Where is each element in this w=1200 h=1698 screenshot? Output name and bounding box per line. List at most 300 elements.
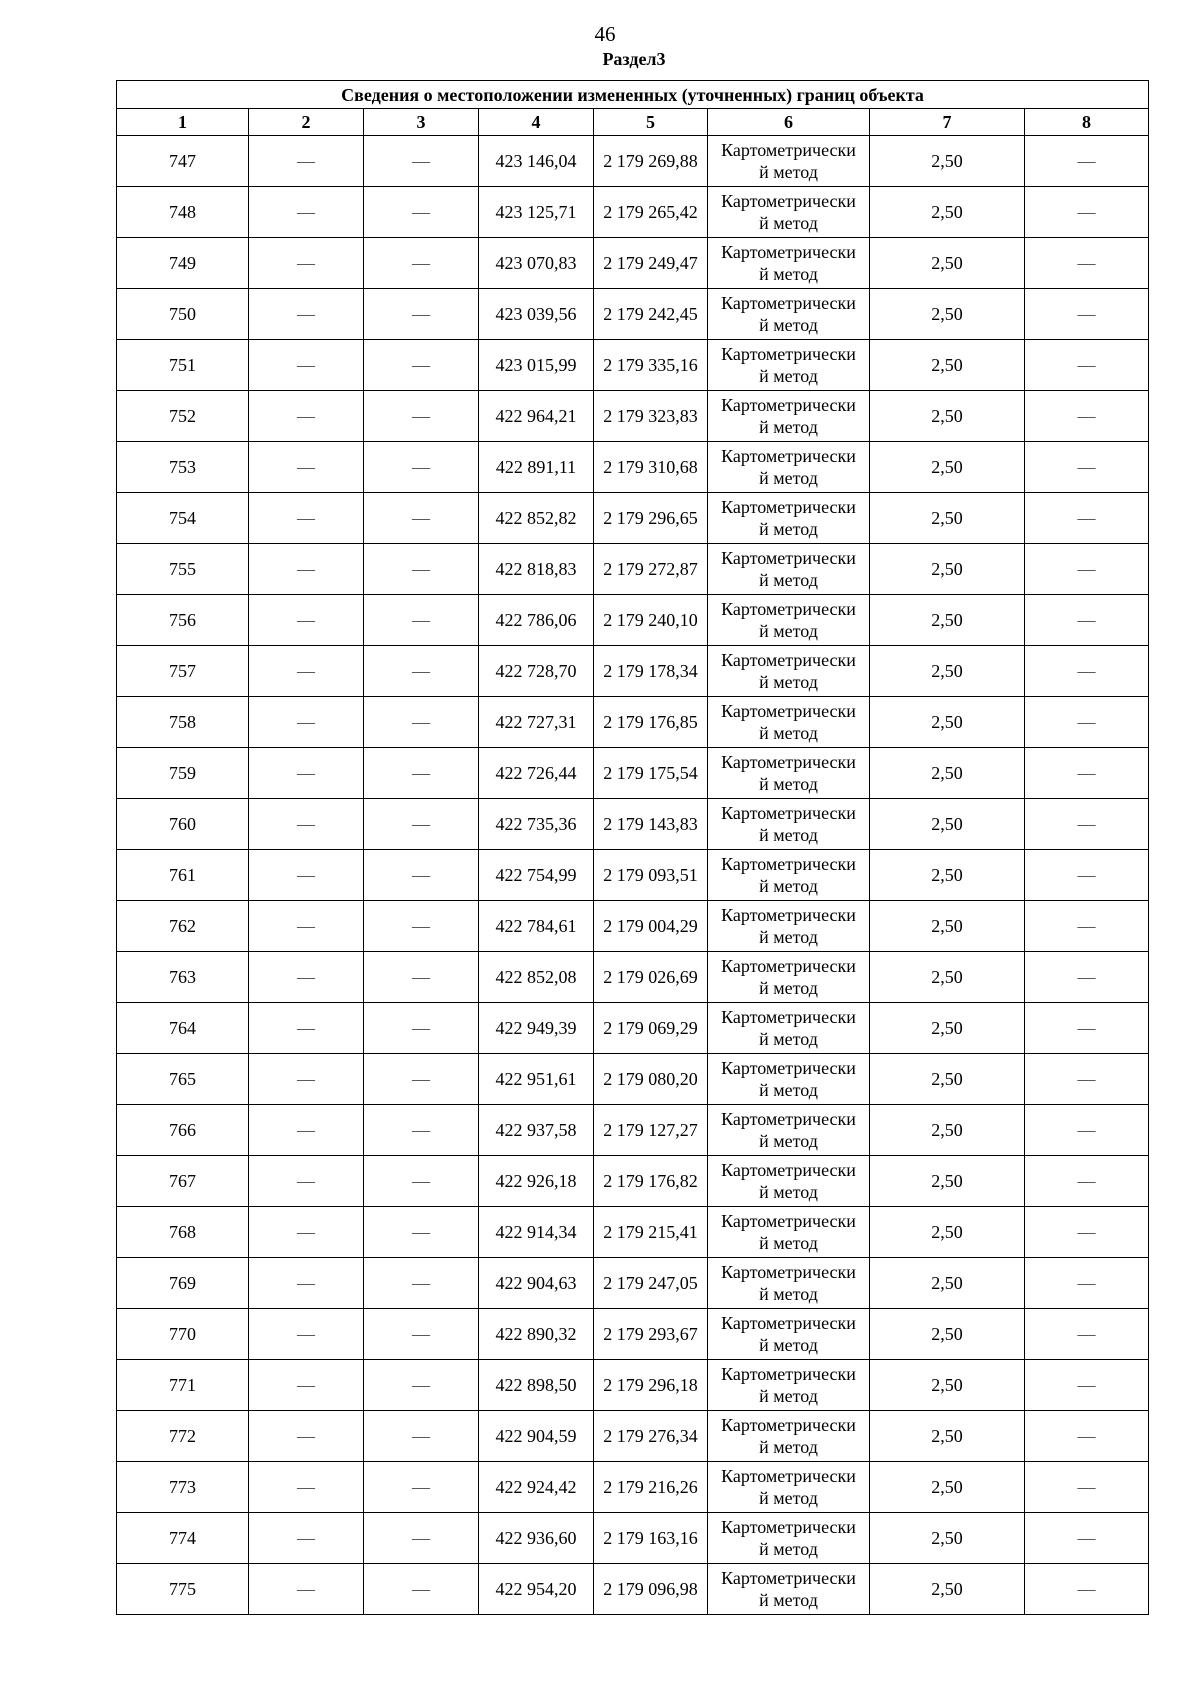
col3-value: — bbox=[364, 646, 479, 697]
precision: 2,50 bbox=[870, 646, 1025, 697]
col8-value: — bbox=[1025, 850, 1149, 901]
point-number: 762 bbox=[117, 901, 249, 952]
col8-value: — bbox=[1025, 1309, 1149, 1360]
method-line-2: й метод bbox=[759, 417, 818, 437]
method-line-1: Картометрически bbox=[721, 1160, 856, 1180]
coord-y: 2 179 276,34 bbox=[594, 1411, 708, 1462]
point-number: 765 bbox=[117, 1054, 249, 1105]
col3-value: — bbox=[364, 442, 479, 493]
method-cell bbox=[708, 187, 870, 238]
precision: 2,50 bbox=[870, 697, 1025, 748]
col8-value: — bbox=[1025, 697, 1149, 748]
col3-value: — bbox=[364, 901, 479, 952]
col2-value: — bbox=[249, 340, 364, 391]
coord-y: 2 179 335,16 bbox=[594, 340, 708, 391]
col3-value: — bbox=[364, 1258, 479, 1309]
precision: 2,50 bbox=[870, 1360, 1025, 1411]
col8-value: — bbox=[1025, 289, 1149, 340]
page-number: 46 bbox=[594, 22, 616, 46]
method-line-2: й метод bbox=[759, 1335, 818, 1355]
method-line-1: Картометрически bbox=[721, 599, 856, 619]
coord-y: 2 179 216,26 bbox=[594, 1462, 708, 1513]
point-number: 769 bbox=[117, 1258, 249, 1309]
precision: 2,50 bbox=[870, 340, 1025, 391]
col3-value: — bbox=[364, 136, 479, 187]
method-line-2: й метод bbox=[759, 1386, 818, 1406]
col2-value: — bbox=[249, 850, 364, 901]
coord-y: 2 179 176,82 bbox=[594, 1156, 708, 1207]
column-number-row bbox=[117, 109, 1149, 136]
precision: 2,50 bbox=[870, 799, 1025, 850]
coord-y: 2 179 093,51 bbox=[594, 850, 708, 901]
col3-value: — bbox=[364, 340, 479, 391]
coord-y: 2 179 178,34 bbox=[594, 646, 708, 697]
point-number: 767 bbox=[117, 1156, 249, 1207]
coord-y: 2 179 323,83 bbox=[594, 391, 708, 442]
coord-y: 2 179 127,27 bbox=[594, 1105, 708, 1156]
col2-value: — bbox=[249, 1513, 364, 1564]
col3-value: — bbox=[364, 1360, 479, 1411]
point-number: 763 bbox=[117, 952, 249, 1003]
coord-x: 422 735,36 bbox=[479, 799, 594, 850]
table-body bbox=[117, 136, 1149, 1615]
precision: 2,50 bbox=[870, 1309, 1025, 1360]
col8-value: — bbox=[1025, 391, 1149, 442]
col2-value: — bbox=[249, 1207, 364, 1258]
method-cell bbox=[708, 340, 870, 391]
point-number: 753 bbox=[117, 442, 249, 493]
col2-value: — bbox=[249, 1360, 364, 1411]
point-number: 757 bbox=[117, 646, 249, 697]
precision: 2,50 bbox=[870, 136, 1025, 187]
coord-y: 2 179 176,85 bbox=[594, 697, 708, 748]
method-cell bbox=[708, 1360, 870, 1411]
point-number: 766 bbox=[117, 1105, 249, 1156]
col8-value: — bbox=[1025, 493, 1149, 544]
col3-value: — bbox=[364, 187, 479, 238]
coord-x: 422 786,06 bbox=[479, 595, 594, 646]
method-line-1: Картометрически bbox=[721, 701, 856, 721]
method-line-1: Картометрически bbox=[721, 1211, 856, 1231]
col2-value: — bbox=[249, 136, 364, 187]
table-row bbox=[117, 238, 1149, 289]
table-row bbox=[117, 1054, 1149, 1105]
coord-x: 422 964,21 bbox=[479, 391, 594, 442]
method-line-2: й метод bbox=[759, 1233, 818, 1253]
coord-x: 422 727,31 bbox=[479, 697, 594, 748]
method-line-1: Картометрически bbox=[721, 1415, 856, 1435]
method-cell bbox=[708, 646, 870, 697]
method-line-1: Картометрически bbox=[721, 1109, 856, 1129]
col3-value: — bbox=[364, 1513, 479, 1564]
point-number: 751 bbox=[117, 340, 249, 391]
point-number: 759 bbox=[117, 748, 249, 799]
precision: 2,50 bbox=[870, 748, 1025, 799]
column-number-7: 7 bbox=[870, 109, 1025, 136]
method-cell bbox=[708, 901, 870, 952]
boundary-table bbox=[116, 80, 1149, 1615]
method-line-2: й метод bbox=[759, 315, 818, 335]
method-line-2: й метод bbox=[759, 825, 818, 845]
method-cell bbox=[708, 952, 870, 1003]
col2-value: — bbox=[249, 1309, 364, 1360]
coord-x: 422 914,34 bbox=[479, 1207, 594, 1258]
method-cell bbox=[708, 493, 870, 544]
table-row bbox=[117, 1258, 1149, 1309]
col3-value: — bbox=[364, 850, 479, 901]
col3-value: — bbox=[364, 1411, 479, 1462]
method-cell bbox=[708, 544, 870, 595]
method-line-2: й метод bbox=[759, 1029, 818, 1049]
point-number: 768 bbox=[117, 1207, 249, 1258]
coord-y: 2 179 242,45 bbox=[594, 289, 708, 340]
method-line-2: й метод bbox=[759, 927, 818, 947]
coord-y: 2 179 175,54 bbox=[594, 748, 708, 799]
column-number-6: 6 bbox=[708, 109, 870, 136]
col8-value: — bbox=[1025, 748, 1149, 799]
col2-value: — bbox=[249, 1156, 364, 1207]
method-line-2: й метод bbox=[759, 162, 818, 182]
col3-value: — bbox=[364, 238, 479, 289]
col3-value: — bbox=[364, 1309, 479, 1360]
method-line-1: Картометрически bbox=[721, 140, 856, 160]
table-row bbox=[117, 340, 1149, 391]
precision: 2,50 bbox=[870, 544, 1025, 595]
coord-y: 2 179 215,41 bbox=[594, 1207, 708, 1258]
precision: 2,50 bbox=[870, 1411, 1025, 1462]
col2-value: — bbox=[249, 697, 364, 748]
col2-value: — bbox=[249, 748, 364, 799]
method-line-2: й метод bbox=[759, 1437, 818, 1457]
method-line-1: Картометрически bbox=[721, 956, 856, 976]
col3-value: — bbox=[364, 391, 479, 442]
coord-x: 423 146,04 bbox=[479, 136, 594, 187]
col8-value: — bbox=[1025, 442, 1149, 493]
column-number-8: 8 bbox=[1025, 109, 1149, 136]
table-row bbox=[117, 901, 1149, 952]
col8-value: — bbox=[1025, 799, 1149, 850]
coord-y: 2 179 310,68 bbox=[594, 442, 708, 493]
precision: 2,50 bbox=[870, 1462, 1025, 1513]
col3-value: — bbox=[364, 493, 479, 544]
col8-value: — bbox=[1025, 1564, 1149, 1615]
coord-x: 422 936,60 bbox=[479, 1513, 594, 1564]
precision: 2,50 bbox=[870, 1513, 1025, 1564]
method-line-1: Картометрически bbox=[721, 191, 856, 211]
method-line-1: Картометрически bbox=[721, 1568, 856, 1588]
method-line-2: й метод bbox=[759, 1488, 818, 1508]
precision: 2,50 bbox=[870, 238, 1025, 289]
col8-value: — bbox=[1025, 1513, 1149, 1564]
point-number: 772 bbox=[117, 1411, 249, 1462]
method-line-2: й метод bbox=[759, 774, 818, 794]
coord-x: 422 951,61 bbox=[479, 1054, 594, 1105]
col8-value: — bbox=[1025, 1462, 1149, 1513]
coord-x: 422 726,44 bbox=[479, 748, 594, 799]
method-line-2: й метод bbox=[759, 1590, 818, 1610]
col3-value: — bbox=[364, 1054, 479, 1105]
table-row bbox=[117, 1360, 1149, 1411]
col2-value: — bbox=[249, 442, 364, 493]
method-line-2: й метод bbox=[759, 1539, 818, 1559]
table-row bbox=[117, 748, 1149, 799]
coord-x: 422 949,39 bbox=[479, 1003, 594, 1054]
precision: 2,50 bbox=[870, 901, 1025, 952]
point-number: 750 bbox=[117, 289, 249, 340]
coord-x: 422 937,58 bbox=[479, 1105, 594, 1156]
col8-value: — bbox=[1025, 952, 1149, 1003]
coord-y: 2 179 272,87 bbox=[594, 544, 708, 595]
method-line-1: Картометрически bbox=[721, 497, 856, 517]
method-cell bbox=[708, 238, 870, 289]
table-row bbox=[117, 595, 1149, 646]
method-cell bbox=[708, 748, 870, 799]
method-line-2: й метод bbox=[759, 519, 818, 539]
method-cell bbox=[708, 1105, 870, 1156]
col2-value: — bbox=[249, 1411, 364, 1462]
col8-value: — bbox=[1025, 1105, 1149, 1156]
method-cell bbox=[708, 1156, 870, 1207]
col3-value: — bbox=[364, 1564, 479, 1615]
point-number: 761 bbox=[117, 850, 249, 901]
method-line-1: Картометрически bbox=[721, 650, 856, 670]
method-line-1: Картометрически bbox=[721, 395, 856, 415]
method-line-2: й метод bbox=[759, 570, 818, 590]
method-line-1: Картометрически bbox=[721, 1517, 856, 1537]
method-line-1: Картометрически bbox=[721, 293, 856, 313]
coord-x: 422 904,63 bbox=[479, 1258, 594, 1309]
method-line-2: й метод bbox=[759, 1080, 818, 1100]
method-cell bbox=[708, 136, 870, 187]
col8-value: — bbox=[1025, 901, 1149, 952]
method-line-1: Картометрически bbox=[721, 446, 856, 466]
method-cell bbox=[708, 1207, 870, 1258]
table-row bbox=[117, 1411, 1149, 1462]
col2-value: — bbox=[249, 544, 364, 595]
col8-value: — bbox=[1025, 1054, 1149, 1105]
col2-value: — bbox=[249, 595, 364, 646]
col2-value: — bbox=[249, 1462, 364, 1513]
coord-y: 2 179 080,20 bbox=[594, 1054, 708, 1105]
table-row bbox=[117, 187, 1149, 238]
method-line-2: й метод bbox=[759, 213, 818, 233]
precision: 2,50 bbox=[870, 493, 1025, 544]
method-line-1: Картометрически bbox=[721, 344, 856, 364]
coord-x: 422 728,70 bbox=[479, 646, 594, 697]
col3-value: — bbox=[364, 1003, 479, 1054]
table-row bbox=[117, 1564, 1149, 1615]
point-number: 756 bbox=[117, 595, 249, 646]
method-line-2: й метод bbox=[759, 723, 818, 743]
method-line-1: Картометрически bbox=[721, 1058, 856, 1078]
table-row bbox=[117, 544, 1149, 595]
coord-x: 422 852,08 bbox=[479, 952, 594, 1003]
coord-y: 2 179 269,88 bbox=[594, 136, 708, 187]
point-number: 754 bbox=[117, 493, 249, 544]
col8-value: — bbox=[1025, 187, 1149, 238]
coord-y: 2 179 069,29 bbox=[594, 1003, 708, 1054]
method-cell bbox=[708, 1462, 870, 1513]
method-line-1: Картометрически bbox=[721, 803, 856, 823]
table-row bbox=[117, 1309, 1149, 1360]
coord-y: 2 179 096,98 bbox=[594, 1564, 708, 1615]
point-number: 747 bbox=[117, 136, 249, 187]
method-cell bbox=[708, 1258, 870, 1309]
coord-x: 422 898,50 bbox=[479, 1360, 594, 1411]
coord-y: 2 179 249,47 bbox=[594, 238, 708, 289]
coord-y: 2 179 247,05 bbox=[594, 1258, 708, 1309]
col2-value: — bbox=[249, 799, 364, 850]
precision: 2,50 bbox=[870, 1054, 1025, 1105]
method-line-1: Картометрически bbox=[721, 854, 856, 874]
table-row bbox=[117, 646, 1149, 697]
method-line-1: Картометрически bbox=[721, 1313, 856, 1333]
coord-x: 422 754,99 bbox=[479, 850, 594, 901]
coord-x: 422 926,18 bbox=[479, 1156, 594, 1207]
point-number: 752 bbox=[117, 391, 249, 442]
point-number: 773 bbox=[117, 1462, 249, 1513]
point-number: 774 bbox=[117, 1513, 249, 1564]
method-cell bbox=[708, 850, 870, 901]
coord-x: 422 924,42 bbox=[479, 1462, 594, 1513]
col8-value: — bbox=[1025, 646, 1149, 697]
col2-value: — bbox=[249, 952, 364, 1003]
section-title: Раздел3 bbox=[602, 49, 666, 69]
coord-y: 2 179 004,29 bbox=[594, 901, 708, 952]
precision: 2,50 bbox=[870, 1105, 1025, 1156]
method-line-2: й метод bbox=[759, 468, 818, 488]
col2-value: — bbox=[249, 646, 364, 697]
col3-value: — bbox=[364, 748, 479, 799]
col8-value: — bbox=[1025, 1207, 1149, 1258]
precision: 2,50 bbox=[870, 1156, 1025, 1207]
method-line-1: Картометрически bbox=[721, 1262, 856, 1282]
col3-value: — bbox=[364, 799, 479, 850]
precision: 2,50 bbox=[870, 952, 1025, 1003]
col2-value: — bbox=[249, 1564, 364, 1615]
method-cell bbox=[708, 391, 870, 442]
method-line-2: й метод bbox=[759, 1131, 818, 1151]
precision: 2,50 bbox=[870, 1258, 1025, 1309]
col8-value: — bbox=[1025, 1003, 1149, 1054]
col3-value: — bbox=[364, 1207, 479, 1258]
method-line-1: Картометрически bbox=[721, 242, 856, 262]
coord-x: 422 818,83 bbox=[479, 544, 594, 595]
coord-y: 2 179 296,65 bbox=[594, 493, 708, 544]
col2-value: — bbox=[249, 493, 364, 544]
method-line-2: й метод bbox=[759, 672, 818, 692]
precision: 2,50 bbox=[870, 187, 1025, 238]
table-row bbox=[117, 136, 1149, 187]
coord-y: 2 179 296,18 bbox=[594, 1360, 708, 1411]
col3-value: — bbox=[364, 952, 479, 1003]
coord-y: 2 179 265,42 bbox=[594, 187, 708, 238]
table-row bbox=[117, 1156, 1149, 1207]
point-number: 760 bbox=[117, 799, 249, 850]
method-line-2: й метод bbox=[759, 876, 818, 896]
coord-x: 422 954,20 bbox=[479, 1564, 594, 1615]
method-cell bbox=[708, 1309, 870, 1360]
table-row bbox=[117, 799, 1149, 850]
method-line-1: Картометрически bbox=[721, 905, 856, 925]
precision: 2,50 bbox=[870, 850, 1025, 901]
table-row bbox=[117, 442, 1149, 493]
coord-y: 2 179 163,16 bbox=[594, 1513, 708, 1564]
table-row bbox=[117, 850, 1149, 901]
table-row bbox=[117, 1207, 1149, 1258]
coord-x: 422 904,59 bbox=[479, 1411, 594, 1462]
column-number-1: 1 bbox=[117, 109, 249, 136]
col3-value: — bbox=[364, 1462, 479, 1513]
table-row bbox=[117, 1003, 1149, 1054]
col2-value: — bbox=[249, 1105, 364, 1156]
method-cell bbox=[708, 1513, 870, 1564]
col8-value: — bbox=[1025, 595, 1149, 646]
table-row bbox=[117, 493, 1149, 544]
coord-x: 422 891,11 bbox=[479, 442, 594, 493]
method-line-2: й метод bbox=[759, 1284, 818, 1304]
coord-y: 2 179 293,67 bbox=[594, 1309, 708, 1360]
col2-value: — bbox=[249, 901, 364, 952]
point-number: 775 bbox=[117, 1564, 249, 1615]
coord-y: 2 179 143,83 bbox=[594, 799, 708, 850]
method-line-2: й метод bbox=[759, 978, 818, 998]
method-cell bbox=[708, 1411, 870, 1462]
col8-value: — bbox=[1025, 238, 1149, 289]
method-cell bbox=[708, 289, 870, 340]
col8-value: — bbox=[1025, 1360, 1149, 1411]
coord-y: 2 179 026,69 bbox=[594, 952, 708, 1003]
method-cell bbox=[708, 697, 870, 748]
table-row bbox=[117, 952, 1149, 1003]
point-number: 755 bbox=[117, 544, 249, 595]
coord-x: 423 039,56 bbox=[479, 289, 594, 340]
precision: 2,50 bbox=[870, 595, 1025, 646]
column-number-4: 4 bbox=[479, 109, 594, 136]
col2-value: — bbox=[249, 1054, 364, 1105]
column-number-5: 5 bbox=[594, 109, 708, 136]
method-line-1: Картометрически bbox=[721, 1364, 856, 1384]
precision: 2,50 bbox=[870, 1003, 1025, 1054]
col2-value: — bbox=[249, 289, 364, 340]
method-cell bbox=[708, 799, 870, 850]
coord-x: 423 015,99 bbox=[479, 340, 594, 391]
table-row bbox=[117, 1105, 1149, 1156]
coord-x: 422 852,82 bbox=[479, 493, 594, 544]
precision: 2,50 bbox=[870, 442, 1025, 493]
method-cell bbox=[708, 442, 870, 493]
col2-value: — bbox=[249, 238, 364, 289]
column-number-3: 3 bbox=[364, 109, 479, 136]
precision: 2,50 bbox=[870, 391, 1025, 442]
point-number: 748 bbox=[117, 187, 249, 238]
method-line-2: й метод bbox=[759, 264, 818, 284]
method-line-2: й метод bbox=[759, 1182, 818, 1202]
method-cell bbox=[708, 1054, 870, 1105]
method-line-2: й метод bbox=[759, 621, 818, 641]
method-line-1: Картометрически bbox=[721, 1466, 856, 1486]
method-cell bbox=[708, 1564, 870, 1615]
table-row bbox=[117, 1462, 1149, 1513]
coord-x: 423 070,83 bbox=[479, 238, 594, 289]
col2-value: — bbox=[249, 187, 364, 238]
col3-value: — bbox=[364, 1156, 479, 1207]
col2-value: — bbox=[249, 1003, 364, 1054]
method-line-1: Картометрически bbox=[721, 1007, 856, 1027]
coord-x: 422 890,32 bbox=[479, 1309, 594, 1360]
col8-value: — bbox=[1025, 1411, 1149, 1462]
col3-value: — bbox=[364, 595, 479, 646]
